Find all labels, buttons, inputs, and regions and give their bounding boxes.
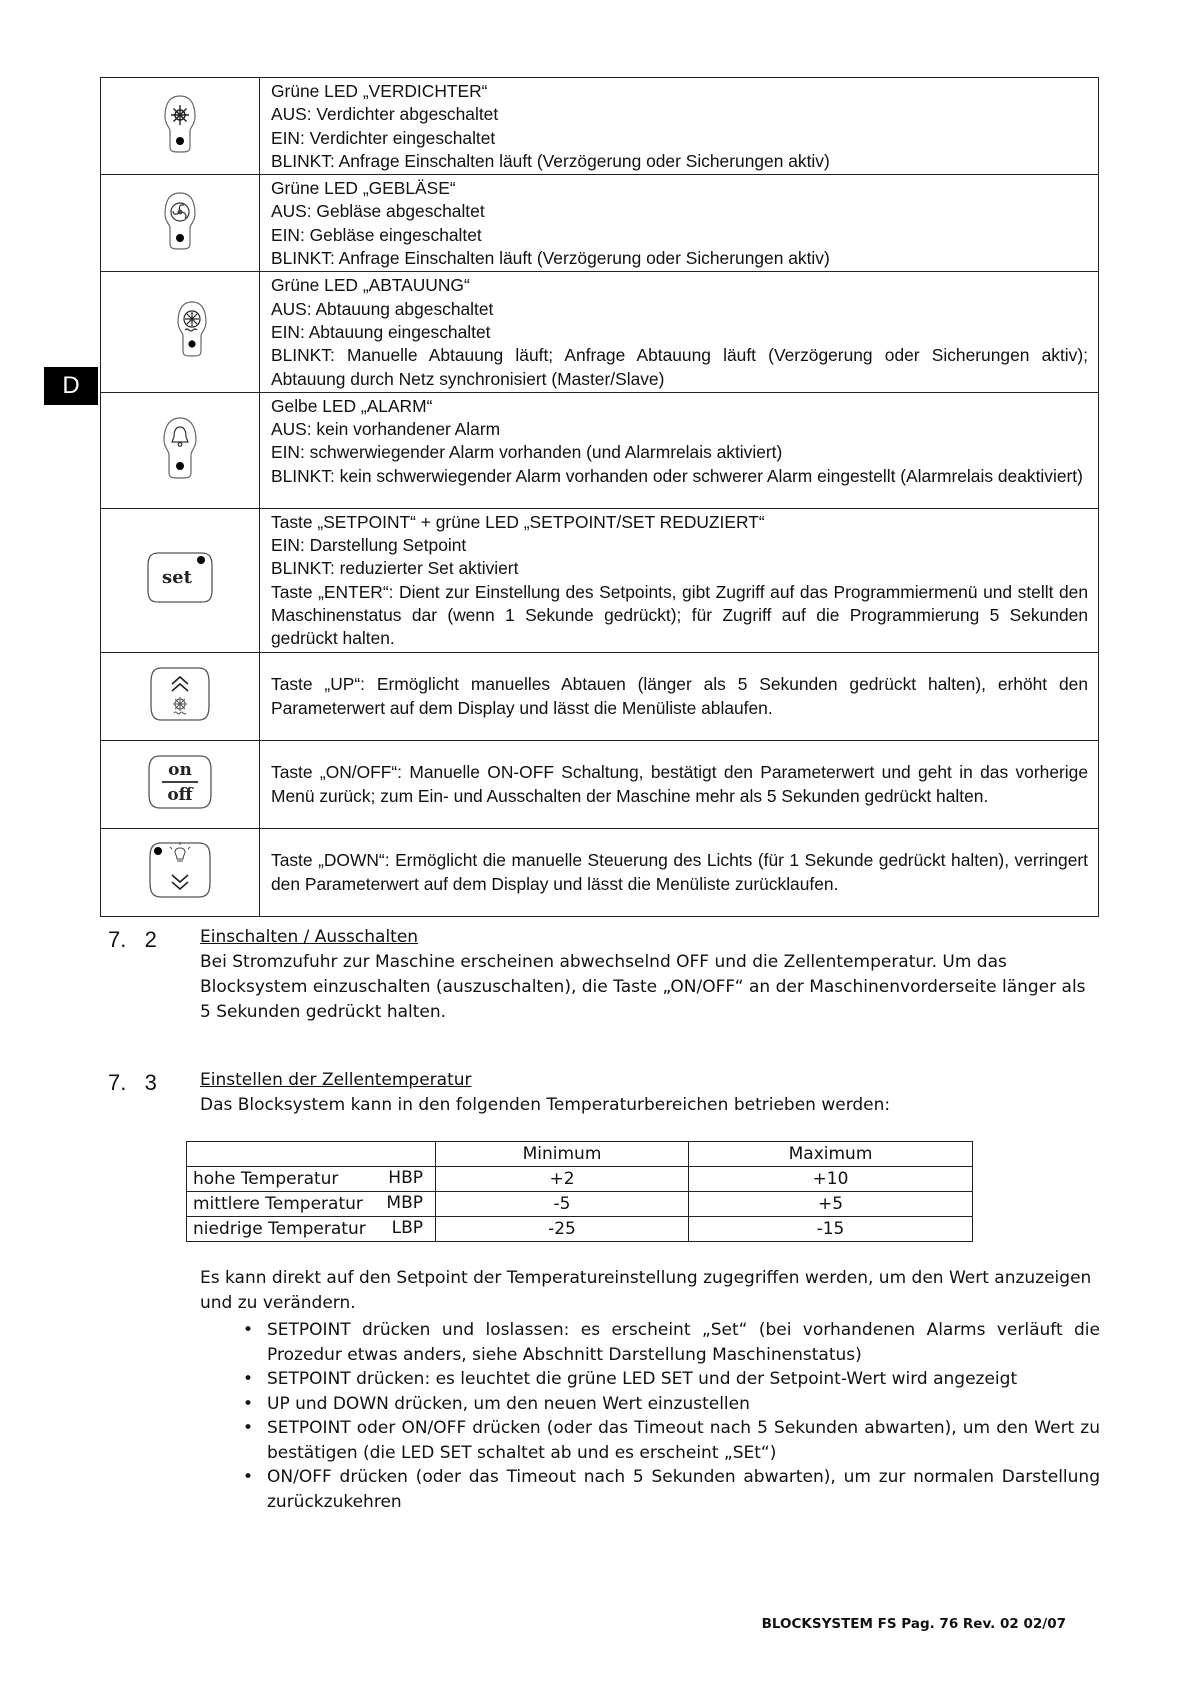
up-key-icon[interactable] bbox=[147, 662, 213, 726]
language-tab: D bbox=[44, 367, 98, 405]
list-item: • SETPOINT drücken und loslassen: es erscheint „Set“ (bei vorhandenen Alarms verläuft die Prozedur etwas anders, siehe Abschnitt Darstellung Maschinenstatus) bbox=[245, 1318, 1100, 1367]
range-code: HBP bbox=[388, 1168, 423, 1188]
icon-cell bbox=[101, 272, 260, 392]
key-function: Taste „DOWN“: Ermöglicht die manuelle Steuerung des Lichts (für 1 Sekunde gedrückt halten), verringert den Parameterwert auf dem Display und lässt die Menüliste zurücklaufen. bbox=[271, 850, 1088, 894]
table-row bbox=[187, 1192, 973, 1217]
key-title: Taste „SETPOINT“ + grüne LED „SETPOINT/SET REDUZIERT“ bbox=[271, 511, 765, 532]
section-number: 7. 2 bbox=[108, 927, 157, 952]
led-state-on: EIN: Darstellung Setpoint bbox=[271, 535, 467, 556]
min-cell: -5 bbox=[436, 1192, 689, 1217]
icon-cell[interactable] bbox=[101, 740, 260, 828]
led-state-on: EIN: Gebläse eingeschaltet bbox=[271, 224, 482, 245]
list-item: • SETPOINT drücken: es leuchtet die grüne LED SET und der Setpoint-Wert wird angezeigt bbox=[245, 1367, 1100, 1392]
key-description bbox=[260, 652, 1099, 740]
range-label: niedrige Temperatur bbox=[193, 1219, 366, 1239]
range-label: mittlere Temperatur bbox=[193, 1194, 363, 1214]
temperature-range-table bbox=[186, 1141, 973, 1242]
section-text: Das Blocksystem kann in den folgenden Temperaturbereichen betrieben werden: bbox=[200, 1095, 891, 1115]
range-label: hohe Temperatur bbox=[193, 1169, 339, 1189]
led-state-off: AUS: kein vorhandener Alarm bbox=[271, 419, 501, 440]
icon-cell[interactable] bbox=[101, 508, 260, 652]
set-key-label: set bbox=[162, 567, 192, 589]
table-row bbox=[187, 1167, 973, 1192]
header-cell: Maximum bbox=[689, 1142, 973, 1167]
led-state-on: EIN: Abtauung eingeschaltet bbox=[271, 321, 491, 342]
table-row bbox=[101, 78, 1099, 175]
icon-cell bbox=[101, 392, 260, 508]
off-label: off bbox=[167, 785, 193, 806]
section-title: Einschalten / Ausschalten bbox=[200, 927, 419, 947]
led-state-blink: BLINKT: Anfrage Einschalten läuft (Verzögerung oder Sicherungen aktiv) bbox=[271, 150, 830, 171]
list-item: • ON/OFF drücken (oder das Timeout nach 5 Sekunden abwarten), um zur normalen Darstellung zurückzukehren bbox=[245, 1465, 1100, 1514]
on-label: on bbox=[168, 760, 192, 781]
led-key-table bbox=[100, 77, 1099, 917]
table-row bbox=[101, 508, 1099, 652]
setpoint-steps-list bbox=[245, 1318, 1100, 1514]
led-state-blink: BLINKT: Anfrage Einschalten läuft (Verzögerung oder Sicherungen aktiv) bbox=[271, 248, 830, 269]
section-7-3 bbox=[200, 1068, 1095, 1118]
section-number: 7. 3 bbox=[108, 1070, 157, 1095]
setpoint-paragraph: Es kann direkt auf den Setpoint der Temperatureinstellung zugegriffen werden, um den Wert anzuzeigen und zu verändern. bbox=[200, 1268, 1092, 1313]
table-row bbox=[101, 828, 1099, 916]
led-state-blink: BLINKT: kein schwerwiegender Alarm vorhanden oder schwerer Alarm eingestellt (Alarmrelais deaktiviert) bbox=[271, 465, 1083, 486]
key-description bbox=[260, 740, 1099, 828]
key-function: Taste „ENTER“: Dient zur Einstellung des Setpoints, gibt Zugriff auf das Programmiermenü und stellt den Maschinenstatus dar (wenn 1 Sekunde gedrückt); für Zugriff auf die Programmierung 5 Sekunden gedrückt halten. bbox=[271, 581, 1088, 649]
icon-cell bbox=[101, 78, 260, 175]
icon-cell bbox=[101, 175, 260, 272]
table-header-row bbox=[187, 1142, 973, 1167]
range-label-cell bbox=[187, 1167, 436, 1192]
led-state-off: AUS: Gebläse abgeschaltet bbox=[271, 201, 485, 222]
key-function: Taste „UP“: Ermöglicht manuelles Abtauen (länger als 5 Sekunden gedrückt halten), erhöht den Parameterwert auf dem Display und lässt die Menüliste ablaufen. bbox=[271, 674, 1088, 718]
defrost-led-icon bbox=[175, 299, 209, 361]
list-item: • SETPOINT oder ON/OFF drücken (oder das Timeout nach 5 Sekunden abwarten), um den Wert zu bestätigen (die LED SET schaltet ab und es erscheint „SEt“) bbox=[245, 1416, 1100, 1465]
section-title: Einstellen der Zellentemperatur bbox=[200, 1070, 472, 1090]
range-label-cell bbox=[187, 1217, 436, 1242]
icon-cell[interactable] bbox=[101, 652, 260, 740]
range-code: MBP bbox=[386, 1193, 423, 1213]
led-description bbox=[260, 175, 1099, 272]
min-cell: +2 bbox=[436, 1167, 689, 1192]
led-title: Grüne LED „GEBLÄSE“ bbox=[271, 178, 456, 199]
led-state-on: EIN: Verdichter eingeschaltet bbox=[271, 127, 496, 148]
set-key-icon[interactable] bbox=[144, 546, 216, 610]
led-description bbox=[260, 508, 1099, 652]
table-row bbox=[101, 175, 1099, 272]
min-cell: -25 bbox=[436, 1217, 689, 1242]
section-text: Bei Stromzufuhr zur Maschine erscheinen abwechselnd OFF und die Zellentemperatur. Um das Blocksystem einzuschalten (auszuschalten), die Taste „ON/OFF“ an der Maschinenvorderseite länger als 5 Sekunden gedrückt halten. bbox=[200, 952, 1086, 1022]
led-state-on: EIN: schwerwiegender Alarm vorhanden (und Alarmrelais aktiviert) bbox=[271, 442, 783, 463]
led-state-blink: BLINKT: Manuelle Abtauung läuft; Anfrage Abtauung läuft (Verzögerung oder Sicherungen aktiv); Abtauung durch Netz synchronisiert (Master/Slave) bbox=[271, 345, 1088, 389]
led-title: Gelbe LED „ALARM“ bbox=[271, 395, 433, 416]
header-cell: Minimum bbox=[436, 1142, 689, 1167]
led-description bbox=[260, 78, 1099, 175]
icon-cell[interactable] bbox=[101, 828, 260, 916]
max-cell: -15 bbox=[689, 1217, 973, 1242]
max-cell: +5 bbox=[689, 1192, 973, 1217]
compressor-led-icon bbox=[162, 93, 198, 155]
alarm-led-icon bbox=[161, 415, 199, 481]
led-state-off: AUS: Abtauung abgeschaltet bbox=[271, 298, 494, 319]
page-footer: BLOCKSYSTEM FS Pag. 76 Rev. 02 02/07 bbox=[761, 1616, 1066, 1632]
led-state-blink: BLINKT: reduzierter Set aktiviert bbox=[271, 558, 519, 579]
range-code: LBP bbox=[391, 1218, 423, 1238]
key-description bbox=[260, 828, 1099, 916]
key-function: Taste „ON/OFF“: Manuelle ON-OFF Schaltung, bestätigt den Parameterwert und geht in das vorherige Menü zurück; zum Ein- und Ausschalten der Maschine mehr als 5 Sekunden gedrückt halten. bbox=[271, 762, 1088, 806]
range-label-cell bbox=[187, 1192, 436, 1217]
list-item: • UP und DOWN drücken, um den neuen Wert einzustellen bbox=[245, 1392, 1100, 1417]
down-key-icon[interactable] bbox=[145, 837, 215, 903]
onoff-key-icon[interactable] bbox=[144, 750, 216, 814]
table-row bbox=[101, 272, 1099, 392]
section-7-2 bbox=[200, 925, 1095, 1025]
led-description bbox=[260, 392, 1099, 508]
led-title: Grüne LED „ABTAUUNG“ bbox=[271, 275, 470, 296]
led-title: Grüne LED „VERDICHTER“ bbox=[271, 81, 488, 101]
table-row bbox=[101, 740, 1099, 828]
table-row bbox=[101, 652, 1099, 740]
table-row bbox=[187, 1217, 973, 1242]
max-cell: +10 bbox=[689, 1167, 973, 1192]
led-description bbox=[260, 272, 1099, 392]
fan-led-icon bbox=[162, 190, 198, 252]
header-cell bbox=[187, 1142, 436, 1167]
led-state-off: AUS: Verdichter abgeschaltet bbox=[271, 104, 499, 125]
table-row bbox=[101, 392, 1099, 508]
